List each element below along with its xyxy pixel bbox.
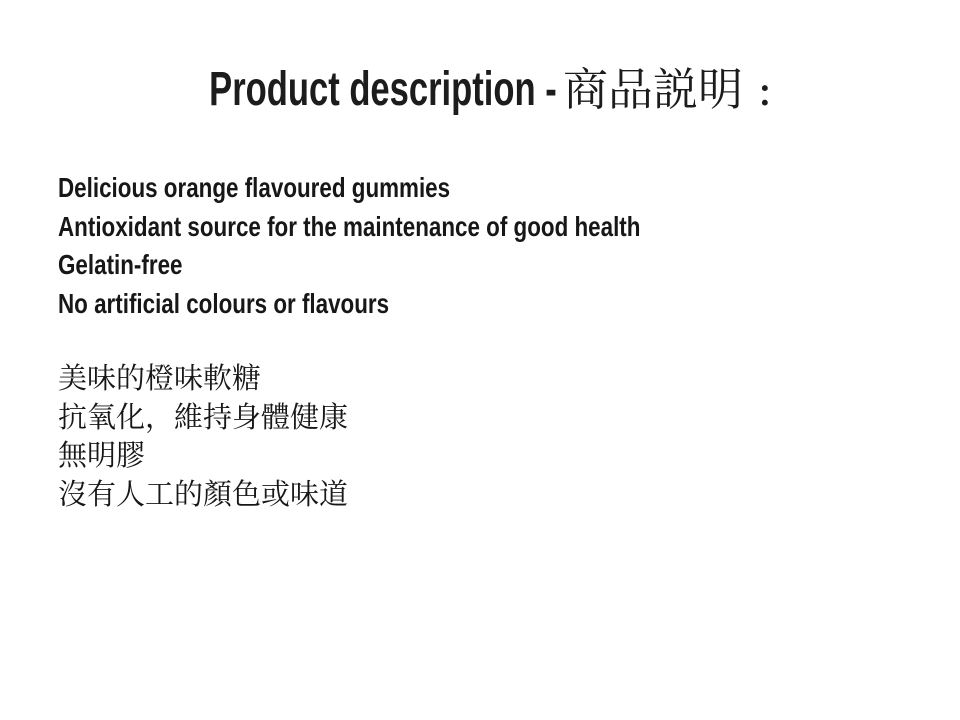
bullet-list-english <box>58 169 640 323</box>
title-chinese: 商品説明 : <box>563 63 773 116</box>
bullet-line-zh: 無明膠 <box>58 438 146 472</box>
bullet-list-chinese <box>58 359 786 513</box>
bullet-line-en: No artificial colours or flavours <box>58 287 390 319</box>
title-english: Product description - <box>209 63 557 116</box>
bullet-line-en: Gelatin-free <box>58 249 183 280</box>
bullet-line-zh: 美味的橙味軟糖 <box>58 361 262 395</box>
bullet-line-en: Antioxidant source for the maintenance of good health <box>58 210 641 242</box>
bullet-line-zh: 沒有人工的顏色或味道 <box>58 476 349 511</box>
bullet-line-en: Delicious orange flavoured gummies <box>58 172 451 203</box>
slide-body <box>58 169 786 513</box>
bullet-line-zh: 抗氧化，維持身體健康 <box>58 399 349 434</box>
